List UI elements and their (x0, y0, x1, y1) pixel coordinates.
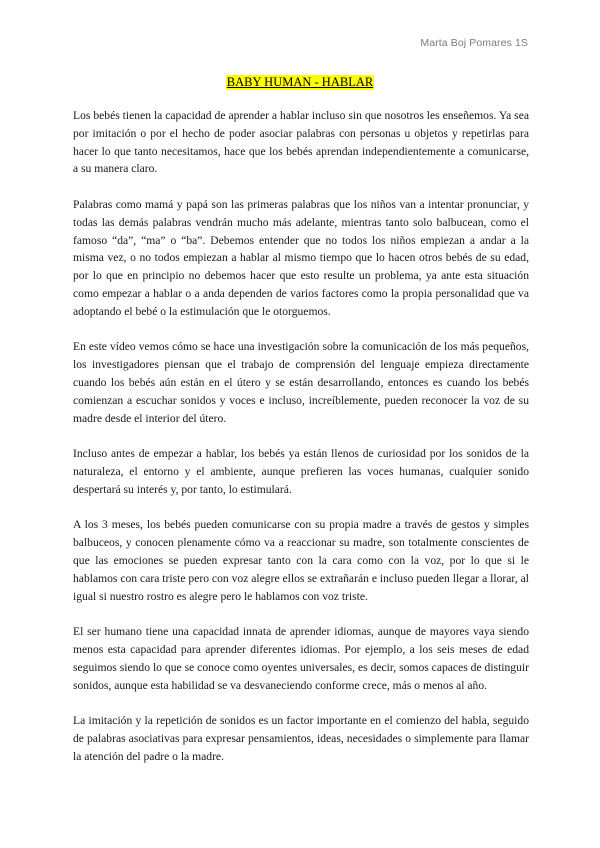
paragraph-3: En este vídeo vemos cómo se hace una investigación sobre la comunicación de los más pequeños, los investigadores piensan que el trabajo de comprensión del lenguaje empieza directamente cuando los bebés aún están en el útero y se están desarrollando, entonces es cuando los bebés comienzan a escuchar sonidos y voces e incluso, increíblemente, pueden reconocer la voz de su madre desde el interior del útero. (73, 340, 529, 425)
paragraph-1: Los bebés tienen la capacidad de aprender a hablar incluso sin que nosotros les enseñemos. Ya sea por imitación o por el hecho de poder asociar palabras con personas u objetos y repetirlas para hacer lo que tanto necesitamos, hace que los bebés aprendan independientemente a comunicarse, a su manera claro. (73, 109, 529, 176)
document-title: BABY HUMAN - HABLAR (226, 75, 374, 89)
header-author: Marta Boj Pomares 1S (420, 37, 528, 49)
document-body (73, 107, 529, 783)
paragraph-5: A los 3 meses, los bebés pueden comunicarse con su propia madre a través de gestos y simples balbuceos, y conocen plenamente cómo va a reaccionar su madre, son totalmente conscientes de que las emociones se pueden expresar tanto con la cara como con la voz, por lo que si le hablamos con cara triste pero con voz alegre ellos se extrañarán e incluso pueden llegar a llorar, al igual si nuestro rostro es alegre pero le hablamos con voz triste. (73, 518, 529, 603)
paragraph-7: La imitación y la repetición de sonidos es un factor importante en el comienzo del habla, seguido de palabras asociativas para expresar pensamientos, ideas, necesidades o simplemente para llamar la atención del padre o la madre. (73, 714, 529, 763)
title-container (0, 73, 600, 91)
paragraph-6: El ser humano tiene una capacidad innata de aprender idiomas, aunque de mayores vaya siendo menos esta capacidad para aprender diferentes idiomas. Por ejemplo, a los seis meses de edad seguimos siendo lo que se conoce como oyentes universales, es decir, somos capaces de distinguir sonidos, aunque esta habilidad se va desvaneciendo conforme crece, más o menos al año. (73, 625, 529, 692)
paragraph-4: Incluso antes de empezar a hablar, los bebés ya están llenos de curiosidad por los sonidos de la naturaleza, el entorno y el ambiente, aunque prefieren las voces humanas, cualquier sonido despertará su interés y, por tanto, lo estimulará. (73, 447, 529, 496)
paragraph-2: Palabras como mamá y papá son las primeras palabras que los niños van a intentar pronunciar, y todas las demás palabras vendrán mucho más adelante, mientras tanto solo balbucean, como el famoso “da”, “ma” o “ba”. Debemos entender que no todos los niños empiezan a andar a la misma vez, o no todos empiezan a hablar al mismo tiempo que lo hacen otros bebés de su edad, por lo que en principio no debemos hacer que esto resulte un problema, ya ante esta situación como empezar a hablar o a anda dependen de varios factores como la propia personalidad que va adoptando el bebé o la estimulación que le otorguemos. (73, 197, 529, 318)
